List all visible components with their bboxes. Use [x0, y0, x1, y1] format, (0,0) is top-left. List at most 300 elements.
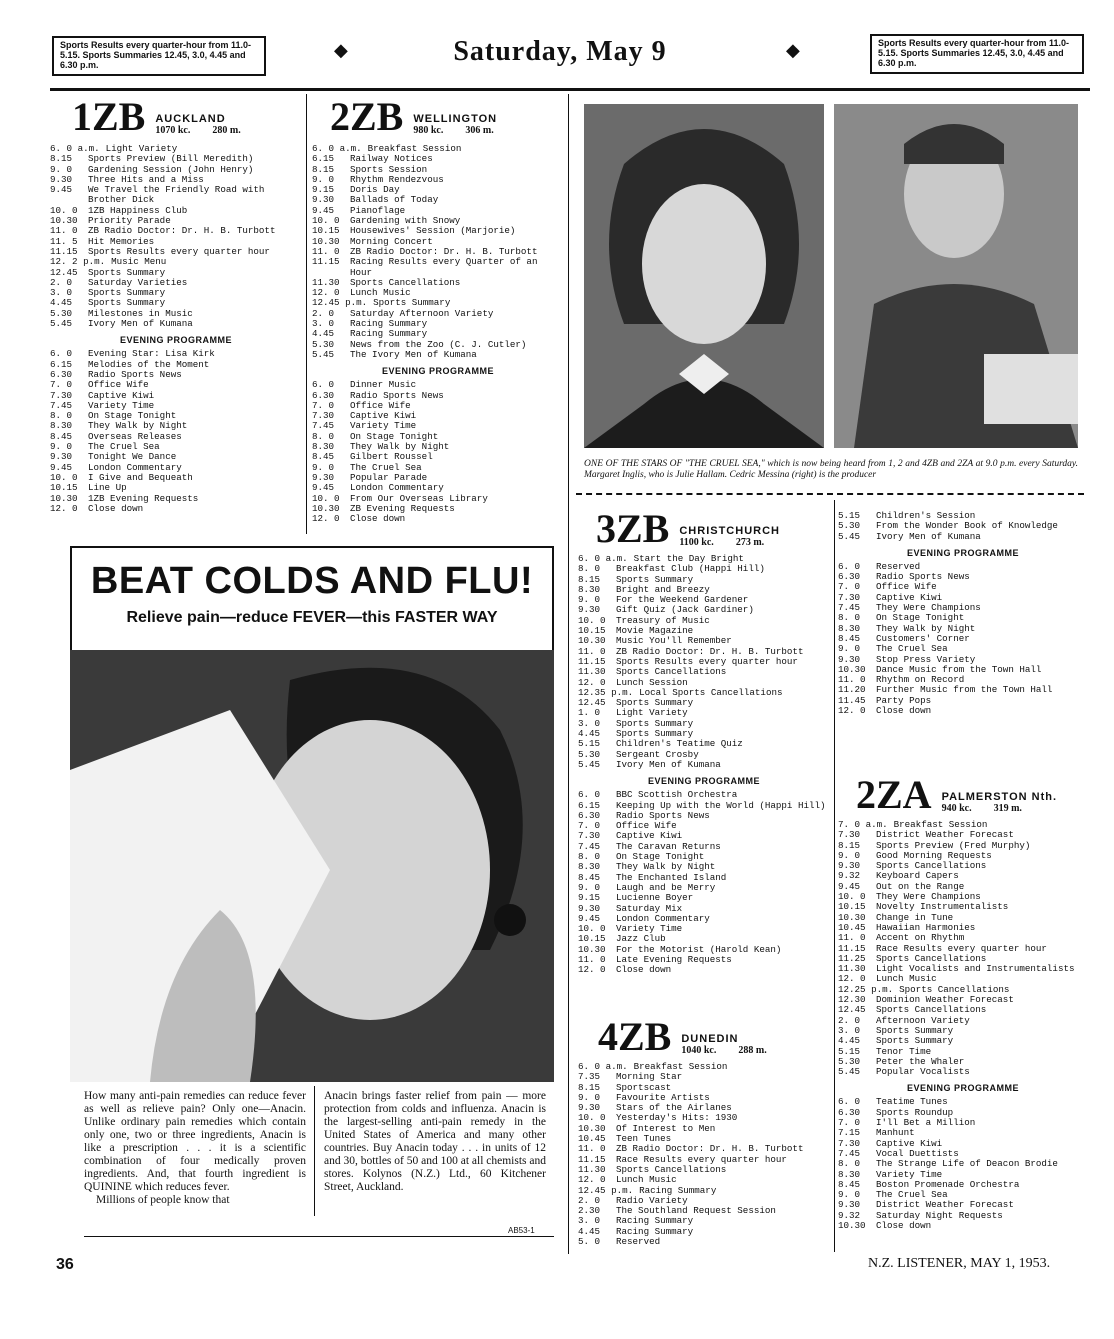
- programme-title: Tonight We Dance: [88, 451, 177, 463]
- programme-time: 5.30: [312, 338, 335, 350]
- man-portrait-image: [834, 104, 1078, 448]
- programme-title: Racing Summary: [616, 1215, 694, 1227]
- programme-row: [312, 380, 564, 390]
- photo-caption: ONE OF THE STARS OF "THE CRUEL SEA," which is now being heard from 1, 2 and 4ZB and 2ZA at 9.0 p.m. every Saturday. Margaret Inglis, who is Julie Hallam. Cedric Messina (right) is the producer: [584, 459, 1078, 480]
- programme-row: [578, 790, 830, 800]
- programme-title: Sports Summary: [616, 717, 694, 729]
- day-schedule: [838, 511, 1088, 542]
- programme-time: 9.30: [838, 860, 861, 872]
- programme-time: 10.30: [578, 1122, 606, 1134]
- programme-time: 5.30: [838, 520, 861, 532]
- programme-title: Music Menu: [111, 256, 167, 268]
- programme-title: Light Variety: [616, 707, 688, 719]
- station-2zb: [312, 94, 564, 525]
- programme-title: Start the Day Bright: [633, 553, 744, 564]
- programme-time: 5.45: [578, 758, 601, 770]
- programme-title: Lunch Music: [350, 287, 411, 299]
- programme-time: 5.30: [838, 1055, 861, 1067]
- programme-title: Sports Summary: [88, 297, 166, 309]
- programme-title: They Walk by Night: [616, 861, 716, 873]
- programme-title: London Commentary: [88, 461, 182, 473]
- programme-title: Rhythm on Record: [876, 674, 965, 686]
- programme-title: Lunch Music: [876, 973, 937, 985]
- station-city: PALMERSTON Nth.: [941, 791, 1058, 803]
- programme-time: 8.30: [50, 420, 73, 432]
- programme-title: Gardening with Snowy: [350, 215, 461, 227]
- programme-title: Radio Sports News: [88, 368, 182, 380]
- programme-time: 8.45: [50, 430, 73, 442]
- programme-title: Sports Cancellations: [899, 983, 1010, 995]
- programme-time: 11. 0: [578, 645, 606, 657]
- programme-row: [578, 893, 830, 903]
- programme-title: Breakfast Session: [893, 819, 988, 830]
- programme-title: Race Results every quarter hour: [616, 1153, 787, 1165]
- programme-time: 6. 0 a.m.: [578, 1061, 628, 1072]
- programme-title: District Weather Forecast: [876, 1199, 1014, 1211]
- programme-time: 6. 0 a.m.: [312, 143, 362, 154]
- programme-time: 7.30: [838, 829, 861, 841]
- programme-title: Sports Summary: [616, 728, 694, 740]
- programme-time: 12.25 p.m.: [838, 983, 894, 995]
- programme-row: [50, 319, 302, 329]
- evening-schedule: [838, 562, 1088, 716]
- programme-time: 8. 0: [578, 851, 601, 863]
- programme-row: [578, 760, 830, 770]
- programme-title: Radio Variety: [616, 1194, 688, 1206]
- programme-title: Hit Memories: [88, 235, 155, 247]
- programme-time: 11.15: [312, 256, 340, 268]
- programme-title: District Weather Forecast: [876, 829, 1014, 841]
- programme-title: Jazz Club: [616, 933, 666, 945]
- programme-title: They Walk by Night: [88, 420, 188, 432]
- programme-time: 9.30: [50, 173, 73, 185]
- programme-title: Sports Results every quarter hour: [88, 245, 270, 257]
- programme-title: Sports Summary: [876, 1035, 954, 1047]
- programme-title: Lucienne Boyer: [616, 892, 694, 904]
- programme-time: 9. 0: [838, 643, 861, 655]
- programme-time: 7.15: [838, 1127, 861, 1139]
- programme-time: 8.15: [838, 839, 861, 851]
- programme-row: [838, 532, 1088, 542]
- programme-time: 7.45: [312, 420, 335, 432]
- programme-title: From the Wonder Book of Knowledge: [876, 520, 1058, 532]
- programme-title: Of Interest to Men: [616, 1122, 716, 1134]
- programme-title: Sports Summary: [616, 573, 694, 585]
- programme-title: Sports Summary: [88, 266, 166, 278]
- programme-time: 5.45: [838, 530, 861, 542]
- station-m: 280 m.: [212, 125, 241, 136]
- programme-title: They Walk by Night: [876, 622, 976, 634]
- programme-row: [312, 514, 564, 524]
- programme-title: Tenor Time: [876, 1045, 932, 1057]
- programme-time: 9.32: [838, 1209, 861, 1221]
- programme-time: 3. 0: [838, 1024, 861, 1036]
- programme-title: Dinner Music: [350, 379, 417, 391]
- programme-time: 3. 0: [50, 287, 73, 299]
- programme-time: 9.30: [50, 451, 73, 463]
- programme-time: 4.45: [312, 328, 335, 340]
- programme-title: Morning Star: [616, 1071, 683, 1083]
- programme-time: 12. 0: [312, 287, 340, 299]
- programme-time: 11.15: [50, 245, 78, 257]
- programme-time: 10.30: [50, 215, 78, 227]
- programme-title: From Our Overseas Library: [350, 492, 488, 504]
- station-kc: 980 kc.: [413, 125, 444, 136]
- evening-schedule: [50, 349, 302, 514]
- station-kc: 1040 kc.: [681, 1045, 717, 1056]
- programme-time: 2. 0: [50, 276, 73, 288]
- programme-time: 11.45: [838, 694, 866, 706]
- programme-title: Ivory Men of Kumana: [876, 530, 981, 542]
- programme-title: Good Morning Requests: [876, 849, 992, 861]
- programme-title: Rhythm Rendezvous: [350, 173, 444, 185]
- programme-title: Ballads of Today: [350, 194, 439, 206]
- programme-title: Reserved: [876, 560, 921, 572]
- programme-title: Light Vocalists and Instrumentalists: [876, 963, 1075, 975]
- station-kc: 940 kc.: [941, 803, 972, 814]
- programme-time: 10.30: [50, 492, 78, 504]
- programme-title: Close down: [876, 705, 932, 717]
- programme-time: 9.30: [838, 1199, 861, 1211]
- programme-title: Variety Time: [876, 1168, 943, 1180]
- programme-time: 12.35 p.m.: [578, 686, 634, 698]
- programme-time: 10.45: [838, 921, 866, 933]
- programme-time: 6.30: [838, 1106, 861, 1118]
- programme-time: 10.30: [578, 635, 606, 647]
- programme-title: Office Wife: [616, 820, 677, 832]
- advert-bottom-rule: [84, 1236, 554, 1237]
- programme-time: 8. 0: [578, 563, 601, 575]
- programme-title: Favourite Artists: [616, 1091, 710, 1103]
- station-m: 273 m.: [735, 537, 765, 548]
- programme-title: Sportscast: [616, 1081, 672, 1093]
- programme-time: 5.30: [578, 748, 601, 760]
- programme-time: 4.45: [578, 1225, 601, 1237]
- programme-time: 2. 0: [838, 1014, 861, 1026]
- sports-results-box-left: Sports Results every quarter-hour from 11.0-5.15. Sports Summaries 12.45, 3.0, 4.45 and 6.30 p.m.: [52, 36, 266, 76]
- programme-title: Popular Parade: [350, 471, 428, 483]
- station-city: WELLINGTON: [413, 113, 498, 125]
- programme-time: 6. 0: [312, 379, 335, 391]
- station-3zb-continued: [838, 511, 1088, 716]
- programme-row: [838, 1221, 1088, 1231]
- programme-row: [838, 706, 1088, 716]
- programme-title: We Travel the Friendly Road with Brother Dick: [88, 184, 265, 206]
- programme-row: [50, 483, 302, 493]
- programme-time: 8. 0: [50, 410, 73, 422]
- programme-row: [50, 504, 302, 514]
- programme-time: 12. 0: [578, 964, 606, 976]
- programme-time: 10.30: [312, 502, 340, 514]
- programme-title: For the Weekend Gardener: [616, 594, 749, 606]
- programme-title: Sports Cancellations: [350, 276, 461, 288]
- programme-title: Captive Kiwi: [876, 591, 943, 603]
- programme-title: Racing Results every Quarter of an Hour: [350, 256, 538, 278]
- programme-time: 7. 0: [838, 581, 861, 593]
- programme-title: Stars of the Airlanes: [616, 1102, 732, 1114]
- programme-title: On Stage Tonight: [616, 851, 705, 863]
- programme-title: Close down: [616, 964, 672, 976]
- programme-title: Movie Magazine: [616, 625, 694, 637]
- programme-time: 7.45: [838, 602, 861, 614]
- programme-time: 7.45: [578, 840, 601, 852]
- dashed-rule: [576, 493, 1084, 495]
- programme-time: 11.30: [312, 276, 340, 288]
- programme-time: 6.30: [578, 809, 601, 821]
- programme-time: 8. 0: [838, 612, 861, 624]
- programme-time: 9.45: [838, 880, 861, 892]
- programme-time: 6.15: [578, 799, 601, 811]
- programme-title: The Strange Life of Deacon Brodie: [876, 1158, 1058, 1170]
- programme-title: Children's Teatime Quiz: [616, 738, 743, 750]
- programme-time: 10.30: [838, 911, 866, 923]
- evening-heading: EVENING PROGRAMME: [381, 366, 494, 377]
- programme-time: 10. 0: [578, 923, 606, 935]
- programme-time: 11. 0: [838, 674, 866, 686]
- programme-title: Stop Press Variety: [876, 653, 976, 665]
- programme-row: [838, 1036, 1088, 1046]
- programme-time: 12.45: [838, 1004, 866, 1016]
- station-city: DUNEDIN: [681, 1033, 739, 1045]
- programme-title: Captive Kiwi: [350, 410, 417, 422]
- programme-time: 3. 0: [578, 717, 601, 729]
- station-call: 4ZB: [598, 1014, 672, 1059]
- advert-photo: [70, 650, 554, 1082]
- advert-code: AB53-1: [508, 1226, 535, 1235]
- programme-time: 7. 0: [838, 1117, 861, 1129]
- programme-time: 8.45: [578, 871, 601, 883]
- programme-time: 8.45: [838, 1178, 861, 1190]
- programme-title: Sergeant Crosby: [616, 748, 699, 760]
- programme-time: 9.30: [312, 471, 335, 483]
- programme-title: Reserved: [616, 1236, 661, 1248]
- programme-title: Sports Session: [350, 163, 428, 175]
- programme-title: Keyboard Capers: [876, 870, 959, 882]
- programme-title: BBC Scottish Orchestra: [616, 789, 738, 801]
- programme-title: On Stage Tonight: [876, 612, 965, 624]
- programme-title: Close down: [876, 1219, 932, 1231]
- programme-title: The Ivory Men of Kumana: [350, 348, 477, 360]
- programme-time: 10.30: [838, 663, 866, 675]
- programme-title: Sports Summary: [876, 1024, 954, 1036]
- programme-time: 7.35: [578, 1071, 601, 1083]
- programme-title: Doris Day: [350, 184, 400, 196]
- programme-title: Line Up: [88, 482, 127, 494]
- programme-row: [312, 257, 564, 278]
- programme-title: Sports Cancellations: [876, 860, 987, 872]
- programme-time: 5.45: [50, 318, 73, 330]
- programme-title: Gift Quiz (Jack Gardiner): [616, 604, 754, 616]
- programme-title: Three Hits and a Miss: [88, 173, 204, 185]
- programme-time: 4.45: [50, 297, 73, 309]
- programme-title: Laugh and be Merry: [616, 881, 716, 893]
- programme-title: Racing Summary: [616, 1225, 694, 1237]
- programme-time: 11. 0: [578, 1143, 606, 1155]
- programme-time: 10.30: [578, 943, 606, 955]
- programme-time: 9.45: [312, 204, 335, 216]
- programme-time: 9. 0: [50, 163, 73, 175]
- station-m: 306 m.: [465, 125, 494, 136]
- programme-time: 9. 0: [578, 881, 601, 893]
- evening-schedule: [578, 790, 830, 975]
- programme-time: 11. 5: [50, 235, 78, 247]
- programme-time: 10.45: [578, 1133, 606, 1145]
- programme-time: 9.45: [50, 461, 73, 473]
- programme-row: [50, 380, 302, 390]
- programme-title: Light Variety: [105, 143, 178, 154]
- programme-time: 8.15: [578, 1081, 601, 1093]
- programme-title: I'll Bet a Million: [876, 1117, 976, 1129]
- programme-row: [578, 965, 830, 975]
- programme-time: 10.15: [578, 933, 606, 945]
- programme-time: 8.30: [838, 1168, 861, 1180]
- programme-time: 10.15: [838, 901, 866, 913]
- programme-title: Hawaiian Harmonies: [876, 921, 976, 933]
- programme-title: Office Wife: [350, 399, 411, 411]
- programme-title: Yesterday's Hits: 1930: [616, 1112, 738, 1124]
- programme-time: 7.45: [838, 1147, 861, 1159]
- programme-title: Radio Sports News: [350, 389, 444, 401]
- programme-title: Variety Time: [88, 399, 155, 411]
- programme-title: Priority Parade: [88, 215, 171, 227]
- programme-title: Melodies of the Moment: [88, 358, 210, 370]
- station-4zb: [578, 1014, 830, 1248]
- programme-time: 6.30: [312, 389, 335, 401]
- programme-row: [312, 483, 564, 493]
- programme-time: 10. 0: [312, 492, 340, 504]
- programme-time: 12. 0: [578, 676, 606, 688]
- programme-time: 1. 0: [578, 707, 601, 719]
- programme-title: Ivory Men of Kumana: [616, 758, 721, 770]
- programme-time: 5.30: [50, 307, 73, 319]
- programme-time: 7.30: [312, 410, 335, 422]
- station-call: 2ZA: [856, 772, 932, 817]
- programme-time: 2. 0: [578, 1194, 601, 1206]
- programme-title: Saturday Varieties: [88, 276, 188, 288]
- programme-time: 5.15: [838, 1045, 861, 1057]
- evening-heading: EVENING PROGRAMME: [647, 776, 760, 787]
- evening-heading: EVENING PROGRAMME: [906, 1083, 1019, 1094]
- programme-row: [838, 1159, 1088, 1169]
- programme-title: Close down: [88, 502, 144, 514]
- programme-time: 8.45: [838, 632, 861, 644]
- programme-time: 7.30: [838, 1137, 861, 1149]
- day-schedule: [578, 1062, 830, 1247]
- programme-title: Breakfast Session: [367, 143, 462, 154]
- programme-time: 8. 0: [312, 430, 335, 442]
- programme-title: Further Music from the Town Hall: [876, 684, 1053, 696]
- programme-title: ZB Evening Requests: [350, 502, 455, 514]
- programme-time: 9.30: [578, 902, 601, 914]
- programme-time: 9.45: [578, 912, 601, 924]
- programme-time: 9. 0: [312, 173, 335, 185]
- programme-row: [578, 1237, 830, 1247]
- station-call: 2ZB: [330, 94, 404, 139]
- programme-title: Sports Cancellations: [616, 666, 727, 678]
- woman-portrait-image: [584, 104, 824, 448]
- programme-time: 9.45: [50, 184, 73, 196]
- station-kc: 1070 kc.: [155, 125, 191, 136]
- programme-title: Variety Time: [350, 420, 417, 432]
- advert-headline-box: [70, 546, 554, 650]
- programme-time: 12. 0: [50, 502, 78, 514]
- programme-time: 11.15: [578, 655, 606, 667]
- programme-time: 10. 0: [578, 614, 606, 626]
- column-rule: [568, 94, 569, 1254]
- programme-title: ZB Radio Doctor: Dr. H. B. Turbott: [616, 1143, 804, 1155]
- programme-time: 6. 0: [838, 1096, 861, 1108]
- day-schedule: [838, 820, 1088, 1077]
- station-1zb: [50, 94, 302, 514]
- programme-time: 5.15: [838, 510, 861, 521]
- programme-title: Accent on Rhythm: [876, 932, 965, 944]
- programme-time: 9.30: [838, 653, 861, 665]
- programme-title: Treasury of Music: [616, 614, 710, 626]
- programme-title: I Give and Bequeath: [88, 471, 193, 483]
- programme-title: Breakfast Session: [633, 1061, 728, 1072]
- programme-title: Radio Sports News: [876, 571, 970, 583]
- programme-title: Sports Cancellations: [616, 1163, 727, 1175]
- programme-time: 9. 0: [838, 849, 861, 861]
- evening-heading: EVENING PROGRAMME: [906, 547, 1019, 558]
- programme-title: Popular Vocalists: [876, 1066, 970, 1078]
- station-2za: [838, 772, 1088, 1231]
- programme-title: Racing Summary: [350, 318, 428, 330]
- programme-title: Dominion Weather Forecast: [876, 994, 1014, 1006]
- programme-title: The Caravan Returns: [616, 840, 721, 852]
- publication-footer: N.Z. LISTENER, MAY 1, 1953.: [868, 1256, 1051, 1271]
- programme-time: 9. 0: [50, 441, 73, 453]
- programme-time: 12.30: [838, 994, 866, 1006]
- anacin-advert: [70, 546, 554, 1246]
- programme-title: Late Evening Requests: [616, 953, 732, 965]
- programme-time: 6.15: [50, 358, 73, 370]
- programme-time: 7.30: [578, 830, 601, 842]
- programme-time: 11. 0: [50, 225, 78, 237]
- programme-time: 9. 0: [578, 1091, 601, 1103]
- programme-time: 11.15: [838, 942, 866, 954]
- programme-title: Pianoflage: [350, 204, 406, 216]
- programme-title: Sports Summary: [616, 697, 694, 709]
- programme-title: Evening Star: Lisa Kirk: [88, 348, 215, 360]
- programme-time: 11.15: [578, 1153, 606, 1165]
- programme-title: Sports Roundup: [876, 1106, 954, 1118]
- programme-time: 12. 0: [578, 1174, 606, 1186]
- programme-title: Music You'll Remember: [616, 635, 732, 647]
- programme-time: 5.45: [312, 348, 335, 360]
- programme-title: Breakfast Club (Happi Hill): [616, 563, 765, 575]
- programme-title: Sports Cancellations: [876, 952, 987, 964]
- programme-time: 6. 0: [50, 348, 73, 360]
- programme-time: 11. 0: [578, 953, 606, 965]
- programme-title: On Stage Tonight: [88, 410, 177, 422]
- programme-title: They Were Champions: [876, 891, 981, 903]
- programme-title: Racing Summary: [350, 328, 428, 340]
- programme-time: 7. 0: [312, 399, 335, 411]
- programme-title: They Walk by Night: [350, 441, 450, 453]
- programme-time: 11.30: [838, 963, 866, 975]
- programme-time: 11.30: [578, 666, 606, 678]
- day-schedule: [578, 554, 830, 770]
- programme-title: The Enchanted Island: [616, 871, 727, 883]
- programme-title: The Cruel Sea: [876, 1189, 948, 1201]
- page-number: 36: [56, 1256, 74, 1273]
- programme-title: Teatime Tunes: [876, 1096, 948, 1108]
- diamond-icon: ◆: [786, 40, 800, 61]
- programme-title: Bright and Breezy: [616, 583, 710, 595]
- programme-title: Captive Kiwi: [88, 389, 155, 401]
- evening-schedule: [838, 1097, 1088, 1231]
